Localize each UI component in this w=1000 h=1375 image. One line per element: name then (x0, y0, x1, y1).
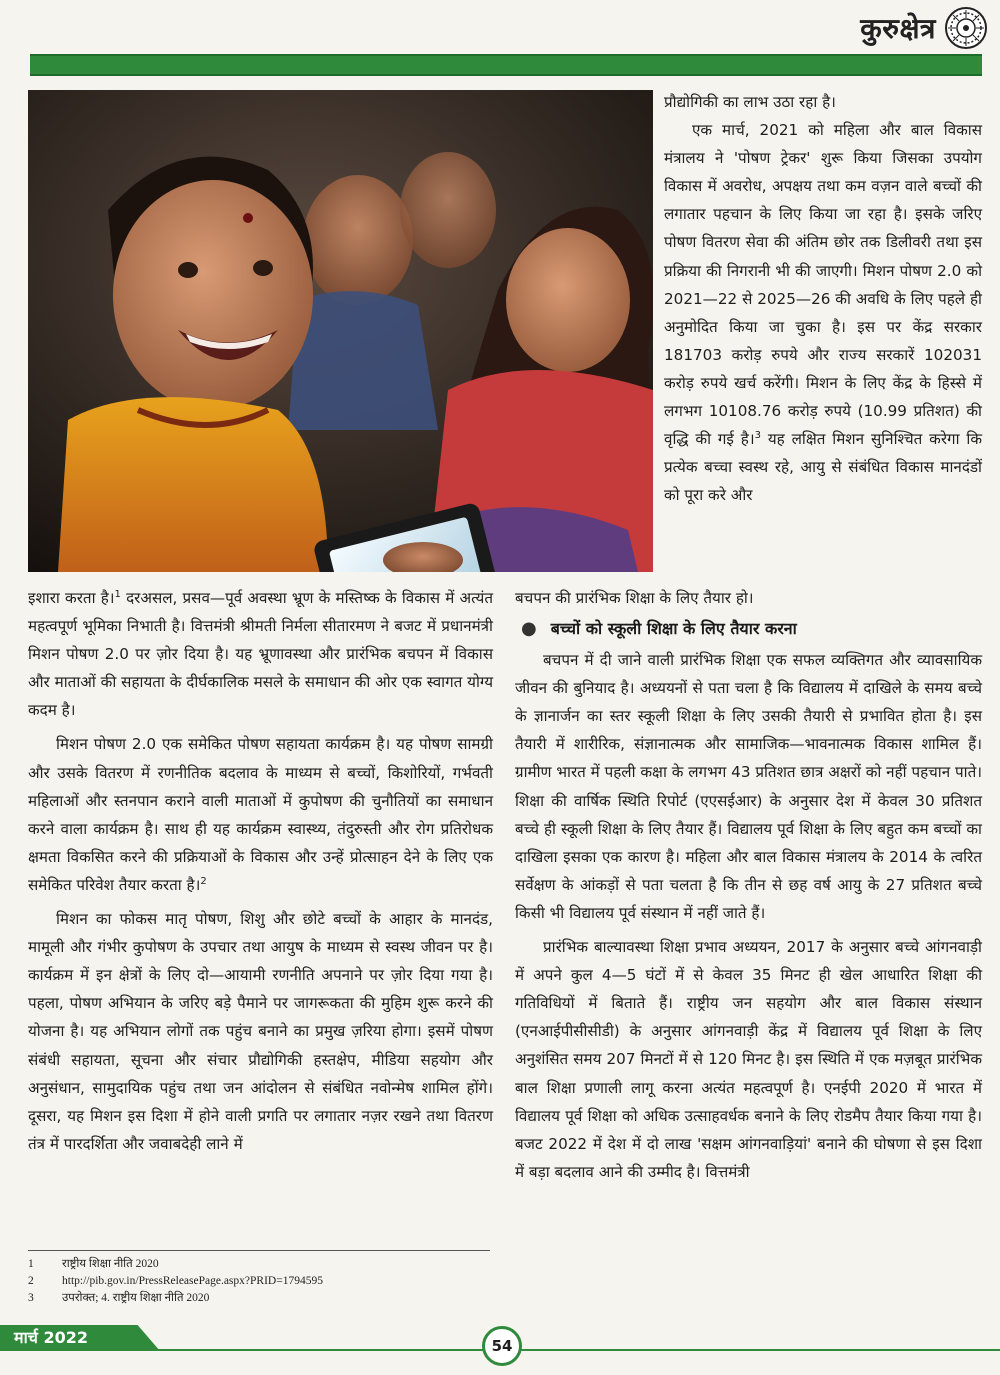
children-with-tablet-illustration (28, 90, 653, 572)
footnote-number: 2 (28, 1275, 34, 1287)
footnotes (28, 1256, 493, 1307)
paragraph-text: एक मार्च, 2021 को महिला और बाल विकास मंत्रालय ने 'पोषण ट्रेकर' शुरू किया जिसका उपयोग विकास में अवरोध, अपक्षय तथा कम वज़न वाले बच्चों की लगातार पहचान के लिए किया जा रहा है। इसके जरिए पोषण वितरण सेवा की अंतिम छोर तक डिलीवरी तथा इस प्रक्रिया की निगरानी भी की जाएगी। मिशन पोषण 2.0 को 2021—22 से 2025—26 की अवधि के लिए पहले ही अनुमोदित किया जा चुका है। इस पर केंद्र सरकार 181703 करोड़ रुपये और राज्य सरकारें 102031 करोड़ रुपये खर्च करेंगी। मिशन के लिए केंद्र के हिस्से में लगभग 10108.76 करोड़ रुपये (10.99 प्रतिशत) की वृद्धि की गई है। (664, 121, 982, 449)
paragraph-text: मिशन पोषण 2.0 एक समेकित पोषण सहायता कार्यक्रम है। यह पोषण सामग्री और उसके वितरण में रणनीतिक बदलाव के माध्यम से बच्चों, किशोरियों, गर्भवती महिलाओं और स्तनपान कराने वाली माताओं में कुपोषण की चुनौतियों का समाधान करने वाला कार्यक्रम है। साथ ही यह कार्यक्रम स्वास्थ्य, तंदुरुस्ती और रोग प्रतिरोधक क्षमता विकसित करने की प्रक्रियाओं के विकास और उन्हें प्रोत्साहन देने के लिए एक समेकित परिवेश तैयार करता है। (28, 735, 493, 894)
paragraph: बचपन की प्रारंभिक शिक्षा के लिए तैयार हो। (515, 589, 754, 607)
paragraph: प्रौद्योगिकी का लाभ उठा रहा है। (664, 93, 836, 111)
paragraph-text: यह लक्षित मिशन सुनिश्चित करेगा कि प्रत्येक बच्चा स्वस्थ रहे, आयु से संबंधित विकास मानदंडों को पूरा करे और (664, 430, 983, 505)
left-column (28, 584, 493, 1158)
section-heading (521, 614, 982, 644)
footnote-number: 3 (28, 1292, 34, 1304)
footnote-text: उपरोक्त; 4. राष्ट्रीय शिक्षा नीति 2020 (62, 1292, 210, 1304)
paragraph (28, 584, 493, 724)
page-number: 54 (482, 1326, 522, 1366)
issue-month: मार्च 2022 (14, 1328, 88, 1347)
footnote-text: राष्ट्रीय शिक्षा नीति 2020 (62, 1258, 159, 1270)
header-green-bar (30, 54, 982, 76)
top-right-column (664, 88, 982, 509)
bullet-icon: ● (521, 618, 537, 640)
paragraph (28, 730, 493, 899)
article-photo (28, 90, 653, 572)
paragraph-text: इशारा करता है। (28, 589, 115, 607)
footnote (28, 1273, 493, 1290)
footnote-link[interactable]: http://pib.gov.in/PressReleasePage.aspx?PRID=1794595 (62, 1275, 323, 1287)
magazine-title: कुरुक्षेत्र (860, 12, 936, 45)
paragraph: प्रारंभिक बाल्यावस्था शिक्षा प्रभाव अध्ययन, 2017 के अनुसार बच्चे आंगनवाड़ी में अपने कुल 4—5 घंटों में से केवल 35 मिनट ही खेल आधारित शिक्षा की गतिविधियों में बिताते हैं। राष्ट्रीय जन सहयोग और बाल विकास संस्थान (एनआईपीसीसीडी) के अनुसार आंगनवाड़ी केंद्र में विद्यालय पूर्व शिक्षा के लिए अनुशंसित समय 207 मिनटों में से 120 मिनट है। इस स्थिति में एक मज़बूत प्रारंभिक बाल शिक्षा प्रणाली लागू करना अत्यंत महत्वपूर्ण है। एनईपी 2020 में भारत में विद्यालय पूर्व शिक्षा को अधिक उत्साहवर्धक बनाने के लिए रोडमैप तैयार किया गया है। बजट 2022 में देश में दो लाख 'सक्षम आंगनवाड़ियां' बनाने की घोषणा से इस दिशा में बड़ा बदलाव आने की उम्मीद है। वित्तमंत्री (515, 938, 982, 1181)
footnote (28, 1256, 493, 1273)
paragraph-text: दरअसल, प्रसव—पूर्व अवस्था भ्रूण के मस्तिष्क के विकास में अत्यंत महत्वपूर्ण भूमिका निभाती है। वित्तमंत्री श्रीमती निर्मला सीतारमण ने बजट में प्रधानमंत्री मिशन पोषण 2.0 पर ज़ोर दिया है। यह भ्रूणावस्था और प्रारंभिक बचपन में विकास और माताओं की सहायता के दीर्घकालिक मसले के समाधान की ओर एक स्वागत योग्य कदम है। (28, 589, 493, 720)
magazine-emblem-icon (944, 6, 988, 50)
footnote-number: 1 (28, 1258, 34, 1270)
paragraph: बचपन में दी जाने वाली प्रारंभिक शिक्षा एक सफल व्यक्तिगत और व्यावसायिक जीवन की बुनियाद है। अध्ययनों से पता चला है कि विद्यालय में दाखिले के समय बच्चे के ज्ञानार्जन का स्तर स्कूली शिक्षा के लिए उसकी तैयारी से प्रभावित होता है। इस तैयारी में शारीरिक, संज्ञानात्मक और सामाजिक—भावनात्मक विकास शामिल हैं। ग्रामीण भारत में पहली कक्षा के लगभग 43 प्रतिशत छात्र अक्षरों को नहीं पहचान पाते। शिक्षा की वार्षिक स्थिति रिपोर्ट (एएसईआर) के अनुसार देश में केवल 30 प्रतिशत बच्चे ही स्कूली शिक्षा के लिए तैयार हैं। विद्यालय पूर्व शिक्षा के लिए बहुत कम बच्चों का दाखिला इसका एक कारण है। महिला और बाल विकास मंत्रालय के 2014 के त्वरित सर्वेक्षण के आंकड़ों से पता चलता है कि तीन से छह वर्ष आयु के 27 प्रतिशत बच्चे किसी भी विद्यालय पूर्व संस्थान में नहीं जाते हैं। (515, 651, 982, 922)
section-heading-text: बच्चों को स्कूली शिक्षा के लिए तैयार करना (550, 619, 797, 639)
footnote-ref: 1 (114, 588, 121, 600)
footnote-divider (28, 1250, 490, 1251)
paragraph: मिशन का फोकस मातृ पोषण, शिशु और छोटे बच्चों के आहार के मानदंड, मामूली और गंभीर कुपोषण के उपचार तथा आयुष के माध्यम से स्वस्थ जीवन पर है। कार्यक्रम में इन क्षेत्रों के लिए दो—आयामी रणनीति अपनाने पर ज़ोर दिया गया है। पहला, पोषण अभियान के जरिए बड़े पैमाने पर जागरूकता की मुहिम शुरू करने की योजना है। यह अभियान लोगों तक पहुंच बनाने का प्रमुख ज़रिया होगा। इसमें पोषण संबंधी सहायता, सूचना और संचार प्रौद्योगिकी हस्तक्षेप, मीडिया सहयोग और अनुसंधान, सामुदायिक पहुंच तथा जन आंदोलन से संबंधित नवोन्मेष शामिल होंगे। दूसरा, यह मिशन इस दिशा में होने वाली प्रगति पर लगातार नज़र रखने तथा वितरण तंत्र में पारदर्शिता और जवाबदेही लाने में (28, 910, 493, 1153)
paragraph (664, 116, 982, 509)
masthead (860, 6, 988, 50)
footnote (28, 1290, 493, 1307)
footnote-ref: 2 (200, 875, 207, 887)
right-column (515, 584, 982, 1186)
footnote-ref: 3 (754, 430, 761, 442)
